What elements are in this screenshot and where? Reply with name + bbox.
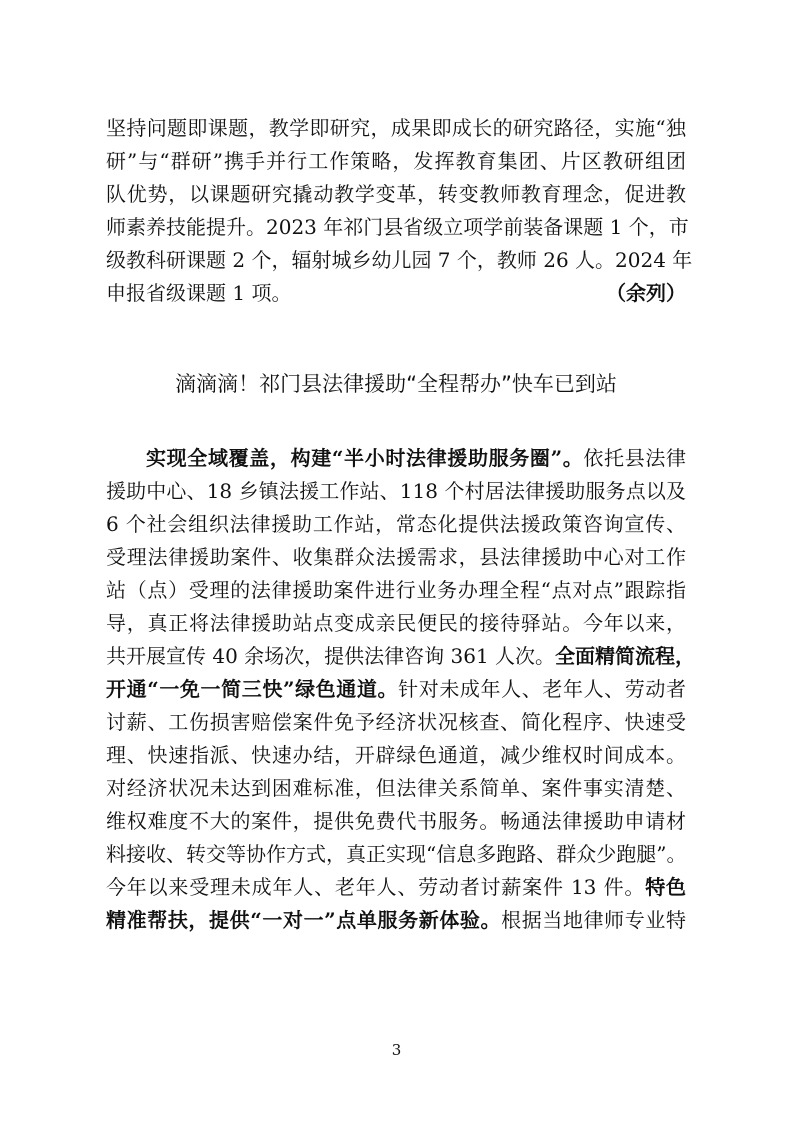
bold-phrase: 特色: [645, 875, 686, 899]
text-run: 根据当地律师专业特: [501, 908, 686, 932]
text-run: 依托县法律: [583, 446, 687, 470]
text-run: 理、快速指派、快速办结，开辟绿色通道，减少维权时间成本。: [106, 743, 686, 767]
text-run: 今年以来受理未成年人、老年人、劳动者讨薪案件 13 件。: [106, 875, 646, 899]
paragraph-line: [106, 805, 686, 838]
paragraph-line: 队优势，以课题研究撬动教学变革，转变教师教育理念，促进教: [106, 182, 686, 206]
text-run: 6 个社会组织法律援助工作站，常态化提供法援政策咨询宣传、: [106, 512, 686, 536]
text-run: 针对未成年人、老年人、劳动者: [398, 677, 686, 701]
text-run: 对经济状况未达到困难标准，但法律关系简单、案件事实清楚、: [106, 776, 686, 800]
paragraph-line: 坚持问题即课题，教学即研究，成果即成长的研究路径，实施“独: [106, 116, 686, 140]
paragraph-line: [106, 739, 686, 772]
paragraph-line: [106, 541, 686, 574]
paragraph-line: [106, 706, 686, 739]
paragraph-line: 师素养技能提升。2023 年祁门县省级立项学前装备课题 1 个，市: [106, 215, 689, 239]
page-number: 3: [391, 1041, 402, 1059]
paragraph-line: [106, 640, 696, 673]
author-signature: （余列）: [606, 281, 686, 305]
text-run: 导，真正将法律援助站点变成亲民便民的接待驿站。今年以来，: [106, 611, 686, 635]
paragraph-line: 级教科研课题 2 个，辐射城乡幼儿园 7 个，教师 26 人。2024 年: [106, 248, 693, 272]
paragraph-line: [106, 508, 686, 541]
paragraph-last-line: [106, 277, 686, 310]
paragraph-line: [106, 838, 686, 871]
paragraph-line: [106, 904, 686, 937]
text-run: 料接收、转交等协作方式，真正实现“信息多跑路、群众少跑腿”。: [106, 842, 687, 866]
text-run: 讨薪、工伤损害赔偿案件免予经济状况核查、简化程序、快速受: [106, 710, 686, 734]
bold-phrase: 开通“一免一简三快”绿色通道。: [106, 677, 399, 701]
text-run: 维权难度不大的案件，提供免费代书服务。畅通法律援助申请材: [106, 809, 686, 833]
paragraph-line: [106, 673, 686, 706]
paragraph-line: [106, 442, 686, 475]
text-run: 站（点）受理的法律援助案件进行业务办理全程“点对点”跟踪指: [106, 578, 686, 602]
article-1-body: [106, 112, 693, 310]
text-run: 受理法律援助案件、收集群众法援需求，县法律援助中心对工作: [106, 545, 686, 569]
text-run: 援助中心、18 乡镇法援工作站、118 个村居法律援助服务点以及: [106, 479, 686, 503]
paragraph-line: 申报省级课题 1 项。: [106, 281, 292, 305]
paragraph-line: [106, 772, 686, 805]
paragraph-line: [106, 475, 686, 508]
article-2-body: [106, 442, 696, 937]
paragraph-line: [106, 871, 686, 904]
paragraph-line: [106, 574, 686, 607]
text-run: 共开展宣传 40 余场次，提供法律咨询 361 人次。: [106, 644, 556, 668]
article-2-title: 滴滴滴！祁门县法律援助“全程帮办”快车已到站: [175, 372, 617, 396]
bold-phrase: 全面精简流程，: [555, 644, 696, 668]
bold-phrase: 精准帮扶，提供“一对一”点单服务新体验。: [106, 908, 502, 932]
paragraph-line: [106, 607, 686, 640]
paragraph-line: 研”与“群研”携手并行工作策略，发挥教育集团、片区教研组团: [106, 149, 686, 173]
bold-phrase: 实现全域覆盖，构建“半小时法律援助服务圈”。: [146, 446, 584, 470]
